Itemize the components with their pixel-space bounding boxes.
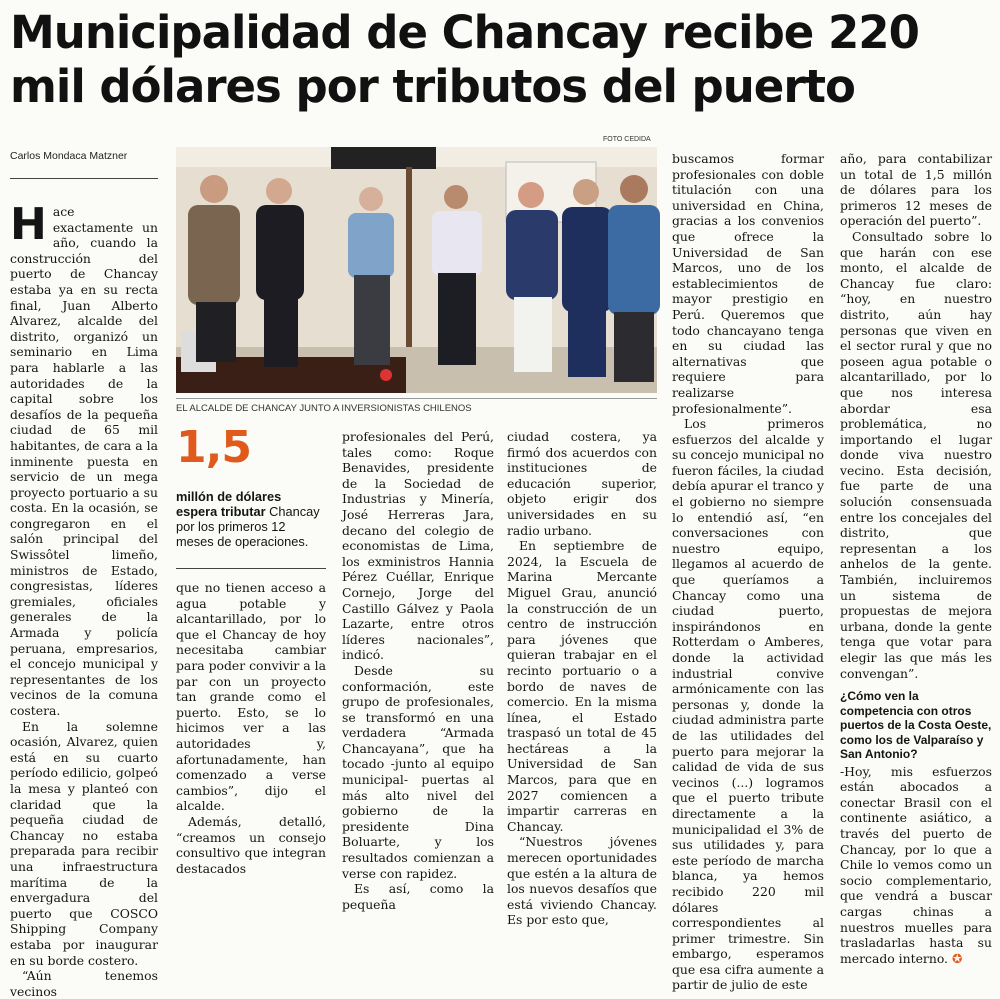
paragraph: En la solemne ocasión, Alvarez, quien está en su cuarto período edilicio, golpeó la mesa y planteó con claridad que la pequeña ciudad de Chancay no estaba preparada para recibir una infraestructura marítima de la envergadura del puerto que COSCO Shipping Company estaba por inaugurar en su borde costero.	[10, 718, 158, 968]
group-photo-illustration	[176, 147, 657, 393]
caption-divider	[176, 398, 657, 399]
byline-divider	[10, 178, 158, 179]
article-column-6	[840, 151, 992, 966]
article-photo	[176, 147, 657, 393]
stat-text: Chancay por los primeros 12 meses de operaciones.	[176, 504, 320, 549]
article-column-4	[507, 429, 657, 928]
paragraph: Es así, como la pequeña	[342, 881, 494, 912]
article-column-5	[672, 151, 824, 993]
interview-question: ¿Cómo ven la competencia con otros puertos de la Costa Oeste, como los de Valparaíso y San Antonio?	[840, 689, 992, 762]
lead-paragraph: Hace exactamente un año, cuando la construcción del puerto de Chancay estaba ya en su recta final, Juan Alberto Alvarez, alcalde del distrito, organizó un seminario en Lima para hablarle a las autoridades de la capital sobre los desafíos de la pequeña ciudad de 65 mil habitantes, de cara a la inminente puesta en servicio de un mega proyecto portuario a su costa. En la ocasión, se congregaron en el salón principal del Swissôtel limeño, ministros de Estado, congresistas, líderes gremiales, oficiales generales de la Armada y policía peruana, empresarios, el concejo municipal y representantes de los vecinos de la comuna costera.	[10, 199, 158, 718]
stat-number: 1,5	[176, 422, 251, 473]
byline: Carlos Mondaca Matzner	[10, 150, 128, 162]
stat-bold: millón de dólares espera tributar	[176, 489, 282, 519]
paragraph: Además, detalló, “creamos un consejo consultivo que integran destacados	[176, 813, 326, 876]
stat-description	[176, 489, 326, 549]
paragraph: En septiembre de 2024, la Escuela de Marina Mercante Miguel Grau, anunció la construcción de un centro de instrucción para jóvenes que quieran trabajar en el recinto portuario o a bordo de naves de comercio. En la misma línea, el Estado traspasó un total de 45 hectáreas a la Universidad de San Marcos, para que en 2027 comiencen a impartir carreras en Chancay.	[507, 538, 657, 834]
person-7	[608, 175, 660, 382]
article-column-3	[342, 429, 494, 912]
paragraph: -Hoy, mis esfuerzos están abocados a conectar Brasil con el continente asiático, a través del puerto de Chancay, por lo que a Chile lo vemos como un socio complementario, que vendrá a buscar cargas chinas a nuestros muelles para trasladarlas hasta su mercado interno. ✪	[840, 763, 992, 966]
paragraph: “Aún tenemos vecinos	[10, 968, 158, 999]
photo-caption: EL ALCALDE DE CHANCAY JUNTO A INVERSIONISTAS CHILENOS	[176, 403, 472, 414]
paragraph: Los primeros esfuerzos del alcalde y su concejo municipal no fueron fáciles, la ciudad debía apurar el tranco y el gobierno no siempre lo entendió así, “en conversaciones con nuestro equipo, llegamos al acuerdo de que queríamos a Chancay como una ciudad puerto, inspirándonos en Rotterdam o Amberes, donde la actividad industrial convive armónicamente con las personas y, donde la ciudad administra parte de las utilidades del puerto para mejorar la calidad de vida de sus vecinos (...) logramos que el puerto tribute directamente a la municipalidad el 3% de sus utilidades y, para este período de marcha blanca, ya hemos recibido 220 mil dólares correspondientes al primer trimestre. Sin embargo, esperamos que esa cifra aumente a partir de julio de este	[672, 416, 824, 993]
paragraph: que no tienen acceso a agua potable y alcantarillado, por lo que el Chancay de hoy necesitaba cambiar para poder convivir a la par con un proyecto tan grande como el puerto. Esto, se lo hicimos ver a las autoridades y, afortunadamente, han comenzado a verse cambios”, dijo el alcalde.	[176, 580, 326, 814]
paragraph: profesionales del Perú, tales como: Roque Benavides, presidente de la Sociedad de Industrias y Minería, José Herreras Jara, decano del colegio de economistas de Lima, los exministros Hannia Pérez Cuéllar, Enrique Cornejo, Jorge del Castillo Gálvez y Paola Lazarte, entre otros líderes nacionales”, indicó.	[342, 429, 494, 663]
paragraph: Desde su conformación, este grupo de profesionales, se transformó en una verdadera “Armada Chancayana”, que ha tocado -junto al equipo municipal- puertas al más alto nivel del gobierno de la presidente Dina Boluarte, y los resultados comienzan a verse con rapidez.	[342, 662, 494, 881]
person-3	[348, 187, 394, 365]
stat-divider	[176, 568, 326, 569]
person-4	[432, 185, 482, 365]
paragraph: “Nuestros jóvenes merecen oportunidades que estén a la altura de los nuevos desafíos que está viviendo Chancay. Es por esto que,	[507, 834, 657, 928]
person-6	[562, 179, 612, 377]
drop-cap: H	[10, 199, 47, 250]
headline: Municipalidad de Chancay recibe 220 mil dólares por tributos del puerto	[10, 6, 919, 113]
article-column-1	[10, 199, 158, 999]
paragraph: ciudad costera, ya firmó dos acuerdos con instituciones de educación superior, objeto erigir dos universidades en su radio urbano.	[507, 429, 657, 538]
article-column-2	[176, 580, 326, 876]
paragraph: buscamos formar profesionales con doble titulación con una universidad en China, gracias a los convenios que ofrece la Universidad de San Marcos, uno de los establecimientos de mayor prestigio en Perú. Queremos que todo chancayano tenga en su ciudad las alternativas que requiere para realizarse profesionalmente”.	[672, 151, 824, 416]
photo-credit: FOTO CEDIDA	[603, 136, 651, 143]
end-of-article-icon: ✪	[951, 950, 963, 966]
paragraph: Consultado sobre lo que harán con ese monto, el alcalde de Chancay fue claro: “hoy, en nuestro distrito, aún hay personas que viven en el sector rural y que no poseen agua potable o alcantarillado, por lo que nos interesa abordar esa problemática, no importando el lugar donde viva nuestro vecino. Esta decisión, fue parte de una solución consensuada entre los concejales del distrito, que representan a los anhelos de la gente. También, incluiremos un sistema de propuestas de mejora urbana, donde la gente tenga que votar para elegir las que más les convengan”.	[840, 228, 992, 681]
paragraph: año, para contabilizar un total de 1,5 millón de dólares para los primeros 12 meses de operación del puerto”.	[840, 151, 992, 229]
